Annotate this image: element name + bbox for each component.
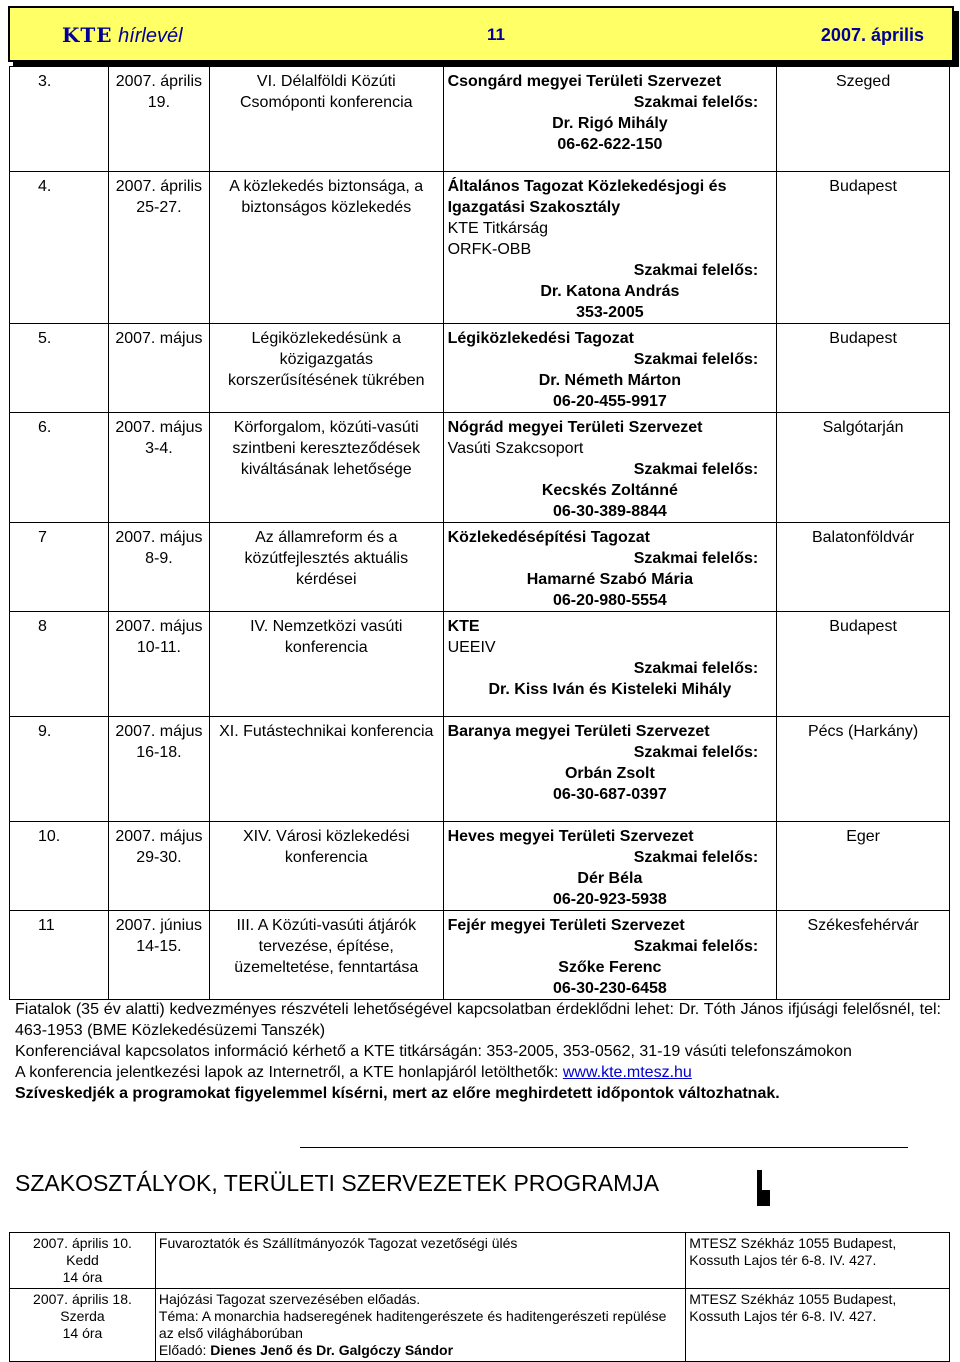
event-row [10, 911, 950, 1000]
program-row [10, 1289, 950, 1362]
program-topic-line: Téma: A monarchia hadseregének haditengerészete és haditengerészeti repülése az első világháborúban [158, 1308, 667, 1341]
event-organizer [443, 67, 777, 172]
event-title: Légiközlekedésünk a közigazgatás korszerűsítésének tükrében [209, 324, 443, 413]
event-title: Az államreform és a közútfejlesztés aktuális kérdései [209, 523, 443, 612]
event-date: 2007. május 10-11. [108, 612, 209, 717]
responsible-name: Dr. Rigó Mihály [552, 115, 668, 132]
organizer-name: Közlekedésépítési Tagozat [447, 529, 651, 546]
events-table [9, 66, 950, 1000]
event-date: 2007. június 14-15. [108, 911, 209, 1000]
organizer-detail: UEEIV [447, 639, 496, 656]
organizer-name: KTE [447, 618, 480, 635]
program-date [10, 1289, 156, 1362]
program-date-line: 2007. április 10. [33, 1235, 132, 1251]
event-organizer [443, 612, 777, 717]
event-organizer [443, 717, 777, 822]
responsible-label: Szakmai felelős: [633, 351, 759, 368]
lecturer-label: Előadó: [158, 1342, 211, 1358]
event-number: 9. [10, 717, 109, 822]
responsible-label: Szakmai felelős: [633, 550, 759, 567]
event-date: 2007. május 16-18. [108, 717, 209, 822]
responsible-phone: 06-30-389-8844 [552, 503, 667, 520]
newsletter-brand: KTE hírlevél [62, 23, 183, 47]
responsible-phone: 06-30-687-0397 [552, 786, 667, 803]
organizer-name: Nógrád megyei Területi Szervezet [447, 419, 703, 436]
info-youth: Fiatalok (35 év alatti) kedvezményes részvételi lehetőségével kapcsolatban érdeklődni lehet: Dr. Tóth János ifjúsági felelősnél, tel: 463-1953 (BME Közlekedésüzemi Tanszék) [15, 1001, 941, 1039]
event-title: XIV. Városi közlekedési konferencia [209, 822, 443, 911]
responsible-phone: 06-20-455-9917 [552, 393, 667, 410]
program-table [9, 1232, 950, 1362]
event-organizer [443, 523, 777, 612]
organizer-name: Baranya megyei Területi Szervezet [447, 723, 710, 740]
responsible-name: Dr. Németh Márton [538, 372, 681, 389]
responsible-phone: 06-30-230-6458 [552, 980, 667, 997]
organizer-name: Fejér megyei Területi Szervezet [447, 917, 685, 934]
event-date: 2007. május 29-30. [108, 822, 209, 911]
section-title: SZAKOSZTÁLYOK, TERÜLETI SZERVEZETEK PROGRAMJA [15, 1170, 659, 1197]
event-date: 2007. május 8-9. [108, 523, 209, 612]
organizer-name: Heves megyei Területi Szervezet [447, 828, 694, 845]
event-row [10, 413, 950, 523]
event-place: Balatonföldvár [777, 523, 950, 612]
event-place: Salgótarján [777, 413, 950, 523]
program-topic-line: Hajózási Tagozat szervezésében előadás. [158, 1291, 421, 1307]
responsible-phone: 06-20-980-5554 [552, 592, 667, 609]
program-date-line: 14 óra [62, 1269, 103, 1285]
info-contact: Konferenciával kapcsolatos információ kérhető a KTE titkárságán: 353-2005, 353-0562, 31-19 vásúti telefonszámokon [15, 1043, 852, 1060]
newsletter-header [8, 6, 954, 62]
program-place: MTESZ Székház 1055 Budapest, Kossuth Lajos tér 6-8. IV. 427. [686, 1289, 950, 1362]
organizer-name: Csongárd megyei Területi Szervezet [447, 73, 722, 90]
event-number: 3. [10, 67, 109, 172]
event-place: Budapest [777, 324, 950, 413]
event-number: 7 [10, 523, 109, 612]
responsible-label: Szakmai felelős: [633, 744, 759, 761]
program-date [10, 1233, 156, 1289]
event-title: XI. Futástechnikai konferencia [209, 717, 443, 822]
event-date: 2007. április 25-27. [108, 172, 209, 324]
responsible-label: Szakmai felelős: [633, 94, 759, 111]
organizer-detail: KTE Titkárság [447, 220, 549, 237]
event-row [10, 523, 950, 612]
responsible-label: Szakmai felelős: [633, 461, 759, 478]
program-topic-line: Fuvaroztatók és Szállítmányozók Tagozat vezetőségi ülés [158, 1235, 518, 1251]
divider [300, 1147, 908, 1148]
page-number: 11 [487, 25, 505, 44]
info-warning: Szíveskedjék a programokat figyelemmel kísérni, mert az előre meghirdetett időpontok változhatnak. [15, 1085, 780, 1102]
responsible-label: Szakmai felelős: [633, 660, 759, 677]
organizer-detail: Vasúti Szakcsoport [447, 440, 584, 457]
event-title: IV. Nemzetközi vasúti konferencia [209, 612, 443, 717]
event-date: 2007. április 19. [108, 67, 209, 172]
organizer-name: Általános Tagozat Közlekedésjogi és Igazgatási Szakosztály [447, 178, 727, 216]
event-organizer [443, 413, 777, 523]
event-row [10, 717, 950, 822]
event-date: 2007. május 3-4. [108, 413, 209, 523]
organizer-detail: ORFK-OBB [447, 241, 532, 258]
info-block [15, 999, 941, 1104]
responsible-label: Szakmai felelős: [633, 849, 759, 866]
event-row [10, 172, 950, 324]
event-title: A közlekedés biztonsága, a biztonságos közlekedés [209, 172, 443, 324]
event-place: Budapest [777, 612, 950, 717]
program-place: MTESZ Székház 1055 Budapest, Kossuth Lajos tér 6-8. IV. 427. [686, 1233, 950, 1289]
program-row [10, 1233, 950, 1289]
event-row [10, 612, 950, 717]
event-title: Körforgalom, közúti-vasúti szintbeni kereszteződések kiváltásának lehetősége [209, 413, 443, 523]
responsible-name: Szőke Ferenc [558, 959, 662, 976]
program-date-line: 2007. április 18. [33, 1291, 132, 1307]
website-link[interactable]: www.kte.mtesz.hu [562, 1064, 692, 1081]
responsible-name: Dr. Kiss Iván és Kisteleki Mihály [488, 681, 732, 698]
responsible-phone: 06-62-622-150 [557, 136, 663, 153]
event-place: Budapest [777, 172, 950, 324]
event-organizer [443, 172, 777, 324]
event-row [10, 67, 950, 172]
responsible-name: Orbán Zsolt [564, 765, 655, 782]
program-date-line: Kedd [66, 1252, 99, 1268]
responsible-label: Szakmai felelős: [633, 262, 759, 279]
responsible-name: Hamarné Szabó Mária [526, 571, 694, 588]
event-number: 11 [10, 911, 109, 1000]
program-date-line: Szerda [60, 1308, 105, 1324]
event-place: Pécs (Harkány) [777, 717, 950, 822]
event-number: 6. [10, 413, 109, 523]
event-organizer [443, 324, 777, 413]
event-place: Szeged [777, 67, 950, 172]
event-title: VI. Délalföldi Közúti Csomóponti konferencia [209, 67, 443, 172]
event-number: 10. [10, 822, 109, 911]
event-date: 2007. május [108, 324, 209, 413]
event-number: 4. [10, 172, 109, 324]
organizer-name: Légiközlekedési Tagozat [447, 330, 634, 347]
lecturer-names: Dienes Jenő és Dr. Galgóczy Sándor [210, 1342, 454, 1358]
event-organizer [443, 911, 777, 1000]
info-registration: A konferencia jelentkezési lapok az Internetről, a KTE honlapjáról letölthetők: www.kte.mtesz.hu [15, 1064, 692, 1081]
event-row [10, 822, 950, 911]
event-place: Eger [777, 822, 950, 911]
program-topic [155, 1233, 685, 1289]
responsible-name: Kecskés Zoltánné [541, 482, 678, 499]
responsible-name: Dér Béla [577, 870, 643, 887]
event-number: 5. [10, 324, 109, 413]
issue-date: 2007. április [820, 25, 924, 45]
program-topic [155, 1289, 685, 1362]
responsible-phone: 06-20-923-5938 [552, 891, 667, 908]
event-place: Székesfehérvár [777, 911, 950, 1000]
responsible-name: Dr. Katona András [540, 283, 680, 300]
event-row [10, 324, 950, 413]
responsible-label: Szakmai felelős: [633, 938, 759, 955]
responsible-phone: 353-2005 [576, 304, 644, 321]
event-number: 8 [10, 612, 109, 717]
event-organizer [443, 822, 777, 911]
program-date-line: 14 óra [62, 1325, 103, 1341]
program-lecturer [159, 1342, 682, 1359]
event-title: III. A Közúti-vasúti átjárók tervezése, építése, üzemeltetése, fenntartása [209, 911, 443, 1000]
